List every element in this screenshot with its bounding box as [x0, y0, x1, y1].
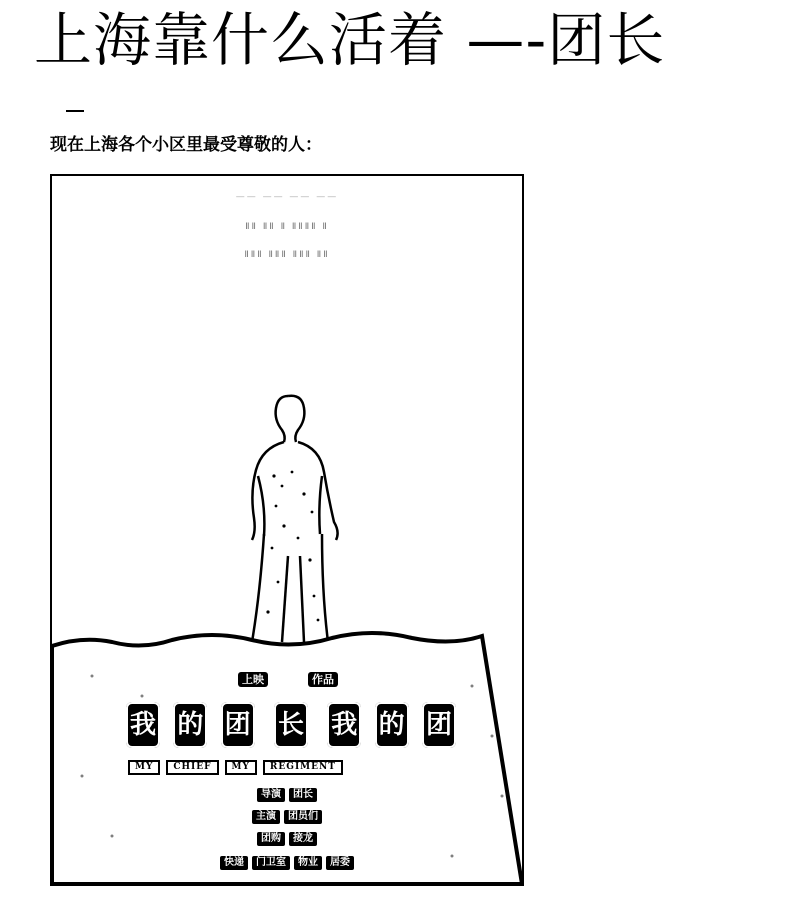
- cast-item: 主演: [252, 810, 280, 824]
- cast-item: 快递: [220, 856, 248, 870]
- poster-title-char: 的: [375, 702, 409, 748]
- english-word: REGIMENT: [263, 760, 343, 775]
- poster-title-char: 的: [173, 702, 207, 748]
- cast-item: 团员们: [284, 810, 322, 824]
- poster-title-char: 团: [221, 702, 255, 748]
- poster-title-char: 我: [327, 702, 361, 748]
- english-word: MY: [128, 760, 160, 775]
- cast-row: [52, 826, 522, 846]
- english-word: MY: [225, 760, 257, 775]
- poster-title-char: 长: [274, 702, 308, 748]
- english-word: CHIEF: [166, 760, 218, 775]
- cast-item: 门卫室: [252, 856, 290, 870]
- poster-title-char: 团: [422, 702, 456, 748]
- cast-row: [52, 850, 522, 870]
- poster-credits-line: —— —— —— ——: [235, 192, 339, 202]
- poster-english-title: [128, 760, 438, 775]
- studio-label: 上映: [238, 672, 268, 687]
- movie-poster-image: [50, 174, 524, 886]
- article-subtitle: 现在上海各个小区里最受尊敬的人：: [50, 135, 322, 155]
- poster-credits-line: ⅡⅡⅡ ⅡⅡⅡ ⅡⅡⅡ ⅡⅡ: [244, 250, 330, 260]
- ground-edge: [52, 633, 522, 884]
- studio-label: 作品: [308, 672, 338, 687]
- cast-item: 导演: [257, 788, 285, 802]
- poster-title-char: 我: [126, 702, 160, 748]
- cast-item: 接龙: [289, 832, 317, 846]
- cast-item: 团购: [257, 832, 285, 846]
- cast-item: 居委: [326, 856, 354, 870]
- cast-row: [52, 804, 522, 824]
- poster-credits-line: ⅡⅡ ⅡⅡ Ⅱ ⅡⅡⅡⅡ Ⅱ: [245, 222, 329, 232]
- poster-artwork: [52, 176, 522, 884]
- cast-row: [52, 782, 522, 802]
- article-title: 上海靠什么活着 —-团长: [34, 6, 666, 74]
- divider: [66, 110, 84, 112]
- cast-item: 团长: [289, 788, 317, 802]
- standing-figure-illustration: [252, 396, 338, 642]
- figure-shading: [266, 471, 319, 622]
- poster-title: [126, 698, 456, 752]
- cast-item: 物业: [294, 856, 322, 870]
